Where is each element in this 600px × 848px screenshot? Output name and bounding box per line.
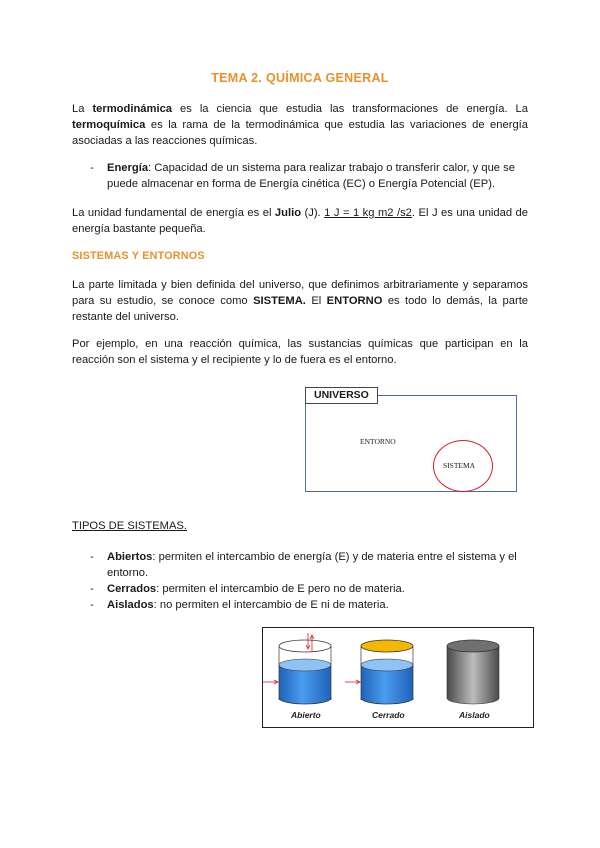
entorno-label: ENTORNO <box>360 437 396 446</box>
intro-text-1: La <box>72 103 85 115</box>
cerrados-definition: : permiten el intercambio de E pero no de materia. <box>156 583 405 595</box>
caption-cerrado: Cerrado <box>372 710 405 720</box>
sistemas-figure <box>262 627 534 728</box>
term-aislados: Aislados <box>107 599 154 611</box>
list-item-abiertos <box>90 549 530 581</box>
energia-definition: : Capacidad de un sistema para realizar trabajo o transferir calor, y que se puede almacenar en forma de Energía cinética (EC) o Energía Potencial (EP). <box>107 162 515 190</box>
sistemas-paragraph <box>72 277 528 325</box>
tipos-list <box>90 549 530 613</box>
term-termodinamica: termodinámica <box>92 103 173 115</box>
term-abiertos: Abiertos <box>107 551 153 563</box>
section-heading-sistemas: SISTEMAS Y ENTORNOS <box>72 250 205 262</box>
unidad-paragraph <box>72 205 528 237</box>
cylinder-aislado <box>447 640 499 704</box>
sistema-label: SISTEMA <box>443 461 476 470</box>
term-cerrados: Cerrados <box>107 583 157 595</box>
cylinder-cerrado <box>345 640 413 704</box>
universe-label: UNIVERSO <box>305 387 378 404</box>
caption-abierto: Abierto <box>291 710 321 720</box>
unidad-text-3: . El J es una unidad de energía bastante pequeña. <box>72 207 528 235</box>
list-item-aislados <box>90 597 530 613</box>
term-termoquimica: termoquímica <box>72 119 146 131</box>
ejemplo-paragraph: Por ejemplo, en una reacción química, las sustancias químicas que participan en la reacción son el sistema y el recipiente y lo de fuera es el entorno. <box>72 338 528 366</box>
sistemas-text-3: es todo lo demás, la parte restante del universo. <box>72 295 529 323</box>
aislados-definition: : no permiten el intercambio de E ni de materia. <box>153 599 389 611</box>
sistemas-text-1: La parte limitada y bien definida del universo, que definimos arbitrariamente y separamos para su estudio, se conoce como <box>72 279 528 307</box>
term-julio: Julio <box>274 207 302 219</box>
unidad-formula: 1 J = 1 kg m2 /s2 <box>324 207 412 219</box>
unidad-text-1: La unidad fundamental de energía es el <box>72 207 272 219</box>
abiertos-definition: : permiten el intercambio de energía (E) y de materia entre el sistema y el entorno. <box>107 551 517 579</box>
cylinder-abierto <box>263 633 331 704</box>
list-item-energia <box>90 160 530 192</box>
unidad-text-2: (J). <box>304 207 321 219</box>
intro-text-2: es la ciencia que estudia las transformaciones de energía. La <box>180 103 528 115</box>
term-sistema: SISTEMA. <box>253 295 306 307</box>
term-energia: Energía <box>107 162 149 174</box>
term-entorno: ENTORNO <box>326 295 383 307</box>
tipos-heading: TIPOS DE SISTEMAS. <box>72 520 188 532</box>
list-item-cerrados <box>90 581 530 597</box>
page-title: TEMA 2. QUÍMICA GENERAL <box>211 71 389 85</box>
sistemas-text-2: El <box>311 295 322 307</box>
intro-text-3: es la rama de la termodinámica que estudia las variaciones de energía asociadas a las reacciones químicas. <box>72 119 528 147</box>
energia-list <box>90 160 530 192</box>
caption-aislado: Aislado <box>459 710 490 720</box>
intro-paragraph <box>72 101 528 149</box>
